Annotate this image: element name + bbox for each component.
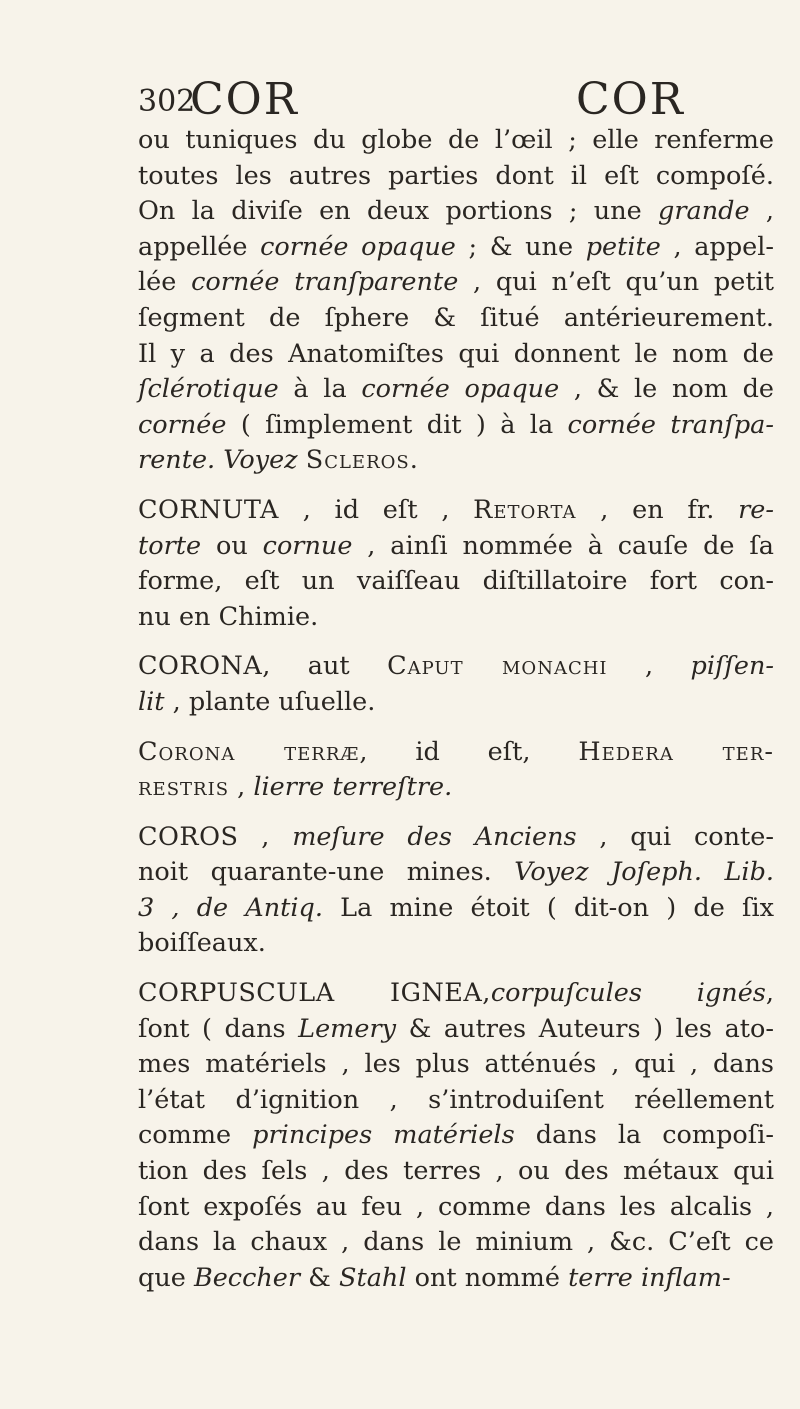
text-run: ont nommé (406, 1262, 569, 1293)
text-run: petite (585, 231, 661, 262)
text-run: , aut (262, 651, 388, 682)
text-run: cornée (138, 409, 227, 440)
text-run: ou tuniques du globe de l’œil ; elle renferme (138, 125, 774, 155)
text-run: , (749, 196, 774, 227)
text-run: restris (138, 772, 230, 803)
text-run: ſont expoſés au feu , comme dans les alcalis , (138, 1191, 774, 1222)
entry-headword: CORNUTA (138, 494, 279, 525)
text-run: ſclérotique (138, 374, 279, 405)
text-run: Voyez Joſeph. Lib. (514, 857, 774, 888)
text-run: forme, eſt un vaiſſeau diſtillatoire fort con- (138, 566, 774, 597)
text-run: lit (138, 686, 165, 717)
text-line (138, 529, 774, 565)
text-run: cornée tranſpa- (567, 409, 774, 440)
text-run: , en fr. (576, 494, 739, 525)
text-line (138, 301, 774, 337)
text-line (138, 1225, 774, 1261)
text-line (138, 1083, 774, 1119)
text-run: , ainſi nommée à cauſe de ſa (352, 530, 774, 561)
text-run: & autres Auteurs ) les ato- (396, 1013, 774, 1044)
text-run: principes matériels (252, 1120, 515, 1151)
text-line (138, 564, 774, 600)
text-run: , id eſt , (278, 494, 474, 525)
text-line (138, 649, 774, 685)
text-run (298, 445, 306, 475)
text-run: dans la compoſi- (514, 1120, 774, 1151)
text-run: , & le nom de (559, 374, 775, 405)
text-run: Retorta (473, 494, 577, 525)
text-line (138, 408, 774, 444)
paragraph (138, 735, 774, 806)
text-line (138, 926, 774, 962)
text-run: ſont ( dans (138, 1013, 299, 1044)
text-line (138, 1047, 774, 1083)
text-run: , (765, 978, 774, 1009)
text-run: , qui n’eſt qu’un petit (458, 267, 774, 298)
page-number: 302 (138, 84, 196, 119)
paragraph-gap (138, 962, 774, 976)
text-run: comme (138, 1120, 253, 1151)
text-run: Hedera ter- (578, 736, 774, 767)
text-run: mes matériels , les plus atténués , qui , dans (138, 1049, 774, 1080)
text-run: , id eſt, (359, 736, 579, 767)
text-line (138, 1261, 774, 1297)
text-run: grande (658, 196, 750, 227)
paragraph (138, 123, 774, 479)
text-run: , (607, 651, 691, 682)
text-line (138, 1012, 774, 1048)
text-line (138, 1154, 774, 1190)
text-run: ; & une (455, 231, 586, 262)
text-line (138, 735, 774, 771)
body-text (138, 123, 774, 1296)
text-line (138, 1190, 774, 1226)
text-run: Scleros. (305, 445, 419, 476)
entry-headword: CORONA (138, 651, 263, 682)
paragraph-gap (138, 635, 774, 649)
text-line (138, 820, 774, 856)
text-run: lée (138, 267, 192, 298)
text-run: cornée tranſparente (191, 267, 459, 298)
running-head-left: COR (190, 74, 299, 125)
text-line (138, 685, 774, 721)
text-line (138, 600, 774, 636)
text-run: re- (738, 494, 774, 525)
text-run: nu en Chimie. (138, 601, 319, 632)
entry-headword: COROS (138, 821, 239, 852)
text-run: 3 , de Antiq. (138, 892, 323, 923)
text-run: que (138, 1262, 194, 1293)
text-run: , (229, 772, 254, 803)
text-run: ſegment de ſphere & ſitué antérieurement. (138, 302, 774, 333)
text-run: Caput monachi (387, 651, 608, 682)
paragraph (138, 820, 774, 962)
text-line (138, 443, 774, 479)
text-line (138, 194, 774, 230)
text-run: dans la chaux , dans le minium , &c. C’eſt ce (138, 1227, 774, 1258)
text-line (138, 493, 774, 529)
paragraph (138, 649, 774, 720)
text-run: lierre terreſtre. (253, 772, 453, 803)
text-run: l’état d’ignition , s’introduiſent réellement (138, 1084, 774, 1115)
text-line (138, 159, 774, 195)
text-line (138, 770, 774, 806)
text-line (138, 372, 774, 408)
text-run: , appel- (660, 231, 775, 262)
text-run: & (300, 1262, 339, 1293)
text-run: meſure des Anciens (292, 821, 577, 852)
paragraph (138, 493, 774, 635)
text-run: terre inflam- (568, 1262, 731, 1293)
text-run: Stahl (338, 1262, 407, 1293)
text-run: corpuſcules ignés (490, 978, 766, 1009)
text-run: piſſen- (690, 651, 774, 682)
text-run: ( ſimplement dit ) à la (226, 409, 568, 440)
text-run: , (238, 821, 293, 852)
text-run: cornée opaque (260, 231, 456, 262)
text-line (138, 265, 774, 301)
text-run: ou (201, 530, 263, 561)
text-run: rente. Voyez (138, 445, 298, 476)
paragraph (138, 976, 774, 1296)
text-line (138, 337, 774, 373)
text-run: Il y a des Anatomiſtes qui donnent le nom de (138, 338, 774, 369)
text-run: à la (278, 374, 362, 405)
paragraph-gap (138, 806, 774, 820)
paragraph-gap (138, 479, 774, 493)
text-run: , qui conte- (576, 821, 774, 852)
text-run: , plante uſuelle. (164, 686, 376, 717)
text-line (138, 230, 774, 266)
text-run: cornée opaque (361, 374, 560, 405)
text-run: Corona terræ (138, 736, 360, 767)
text-line (138, 855, 774, 891)
text-run: On la diviſe en deux portions ; une (138, 196, 659, 227)
text-line (138, 891, 774, 927)
paragraph-gap (138, 721, 774, 735)
text-run: torte (138, 530, 202, 561)
text-run: Beccher (193, 1262, 301, 1293)
text-run: boiſſeaux. (138, 928, 266, 959)
text-run: appellée (138, 231, 261, 262)
text-run: tion des ſels , des terres , ou des métaux qui (138, 1156, 774, 1187)
text-run: cornue (262, 530, 353, 561)
text-run: toutes les autres parties dont il eſt compoſé. (138, 160, 774, 191)
running-head-right: COR (576, 74, 685, 125)
text-line (138, 976, 774, 1012)
entry-headword: CORPUSCULA IGNEA, (138, 978, 491, 1009)
text-run: noit quarante-une mines. (138, 857, 515, 888)
text-line (138, 123, 774, 159)
text-run: La mine étoit ( dit-on ) de ſix (322, 892, 774, 923)
text-line (138, 1118, 774, 1154)
text-run: Lemery (298, 1013, 397, 1044)
